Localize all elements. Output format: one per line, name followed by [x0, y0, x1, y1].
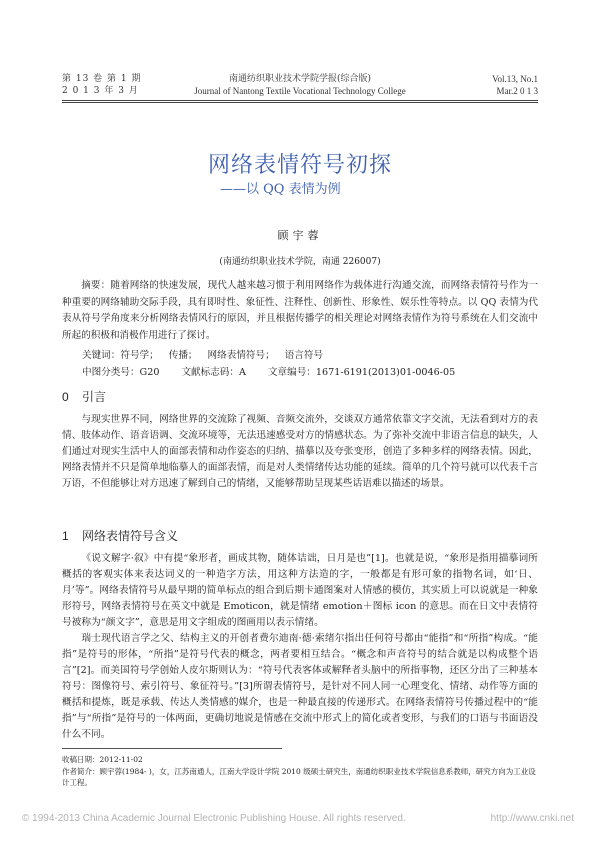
document-code: 文献标志码：A	[181, 367, 246, 378]
section-number: 0	[62, 390, 69, 404]
section-heading-1	[62, 527, 178, 544]
issue-date-en: Mar.2 0 1 3	[496, 86, 538, 96]
abstract	[62, 278, 538, 344]
copyright-text: © 1994-2013 China Academic Journal Electronic Publishing House. All rights reserved.	[22, 813, 406, 824]
author-affiliation: (南通纺织职业技术学院，南通 226007)	[219, 257, 381, 267]
paragraph: 瑞士现代语言学之父、结构主义的开创者费尔迪南·德·索绪尔指出任何符号都由“能指”和“所指”构成。“能指”是符号的形体，“所指”是符号代表的概念，两者要相互结合。“概念和声音符号的结合就是以构成整个语言”[2]。而美国符号学创始人皮尔斯则认为：“符号代表客体或解释者头脑中的所指事物，还区分出了三种基本符号：图像符号、索引符号、象征符号。”[3]所谓表情符号，是针对不同人同一心理变化、情绪、动作等方面的概括和提炼，既是承载、传达人类情感的媒介，也是一种最直接的传递形式。在网络表情符号传播过程中的“能指”与“所指”是符号的一体两面，更确切地说是情感在交流中形式上的简化或者变形，与我们的口语与书面语没什么不同。	[62, 633, 538, 740]
cnki-link[interactable]: http://www.cnki.net	[490, 813, 574, 824]
section-1-body	[62, 551, 538, 743]
issue-date: 2 0 1 3 年 3 月	[62, 86, 139, 96]
article-number: 文章编号：1671-6191(2013)01-0046-05	[267, 367, 456, 378]
footnote-received: 收稿日期：2012-11-02	[62, 755, 143, 764]
running-header	[62, 73, 538, 103]
section-heading-0	[62, 388, 106, 405]
abstract-text: 摘要：随着网络的快速发展，现代人越来越习惯于利用网络作为载体进行沟通交流，而网络表情符号作为一种重要的网络辅助交际手段，具有即时性、象征性、注释性、创新性、形象性、娱乐性等特点。以 QQ 表情为代表从符号学角度来分析网络表情风行的原因，并且根据传播学的相关理论对网络表情作为符号系统在人们交流中所起的积极和消极作用进行了探讨。	[62, 280, 538, 341]
paper-title: 网络表情符号初探	[207, 153, 392, 178]
keyword: 语言符号	[284, 350, 324, 361]
keyword: 传播；	[168, 350, 198, 361]
section-0-body	[62, 412, 538, 492]
paragraph: 《说文解字·叙》中有提“象形者，画成其物，随体诘诎，日月是也”[1]。也就是说，“象形是指用描摹词所概括的客观实体来表达词义的一种造字方法，用这种方法造的字，一般都是有形可象的指物名词，如‘日、月’等”。网络表情符号从最早期的简单标点的组合到后期卡通图案对人情感的模仿，其实质上可以说就是一种象形符号，网络表情符号在英文中就是 Emoticon，就是情绪 emotion＋图标 icon 的意思。而在日文中表情符号被称为“颜文字”，意思是用文字组成的图画用以表示情绪。	[62, 553, 538, 628]
section-title: 网络表情符号含义	[82, 529, 179, 543]
author-name: 顾宇蓉	[277, 229, 323, 242]
header-center	[62, 73, 538, 97]
paper-subtitle: ——以 QQ 表情为例	[220, 182, 341, 197]
header-rule-thin	[62, 102, 538, 103]
journal-name-en: Journal of Nantong Textile Vocational Technology College	[194, 86, 406, 96]
section-title: 引言	[82, 390, 107, 404]
volume-issue-en: Vol.13, No.1	[492, 74, 538, 84]
keyword: 符号学；	[120, 350, 159, 361]
header-right	[492, 73, 538, 97]
journal-name-cn: 南通纺织职业技术学院学报(综合版)	[228, 74, 372, 84]
keywords-line	[82, 347, 333, 361]
footnote-rule	[62, 748, 282, 749]
section-number: 1	[62, 529, 69, 543]
keyword: 网络表情符号；	[207, 350, 275, 361]
keywords-label: 关键词：	[82, 350, 121, 361]
footnote-author-bio: 作者简介：顾宇蓉(1984- )，女，江苏南通人，江南大学设计学院 2010 级硕士研究生，南通纺织职业技术学院信息系教师，研究方向为工业设计工程。	[62, 767, 536, 787]
header-rule	[62, 100, 538, 101]
classification-line	[82, 364, 465, 378]
volume-issue: 第 13 卷 第 1 期	[62, 74, 142, 84]
clc-number: 中图分类号：G20	[82, 367, 160, 378]
paragraph: 与现实世界不同，网络世界的交流除了视频、音频交流外，交谈双方通常依靠文字交流，无法看到对方的表情、肢体动作、语音语调、交流环境等，无法迅速感受对方的情感状态。为了弥补交流中非语言信息的缺失，人们通过对现实生活中人的面部表情和动作姿态的归纳、描摹以及夸张变形，创造了多种多样的网络表情。因此，网络表情并不只是简单地临摹人的面部表情，而是对人类情绪传达功能的延续。简单的几个符号就可以代表千言万语，不但能够让对方迅速了解到自己的情绪，又能够帮助呈现某些话语难以描述的场景。	[62, 414, 538, 489]
